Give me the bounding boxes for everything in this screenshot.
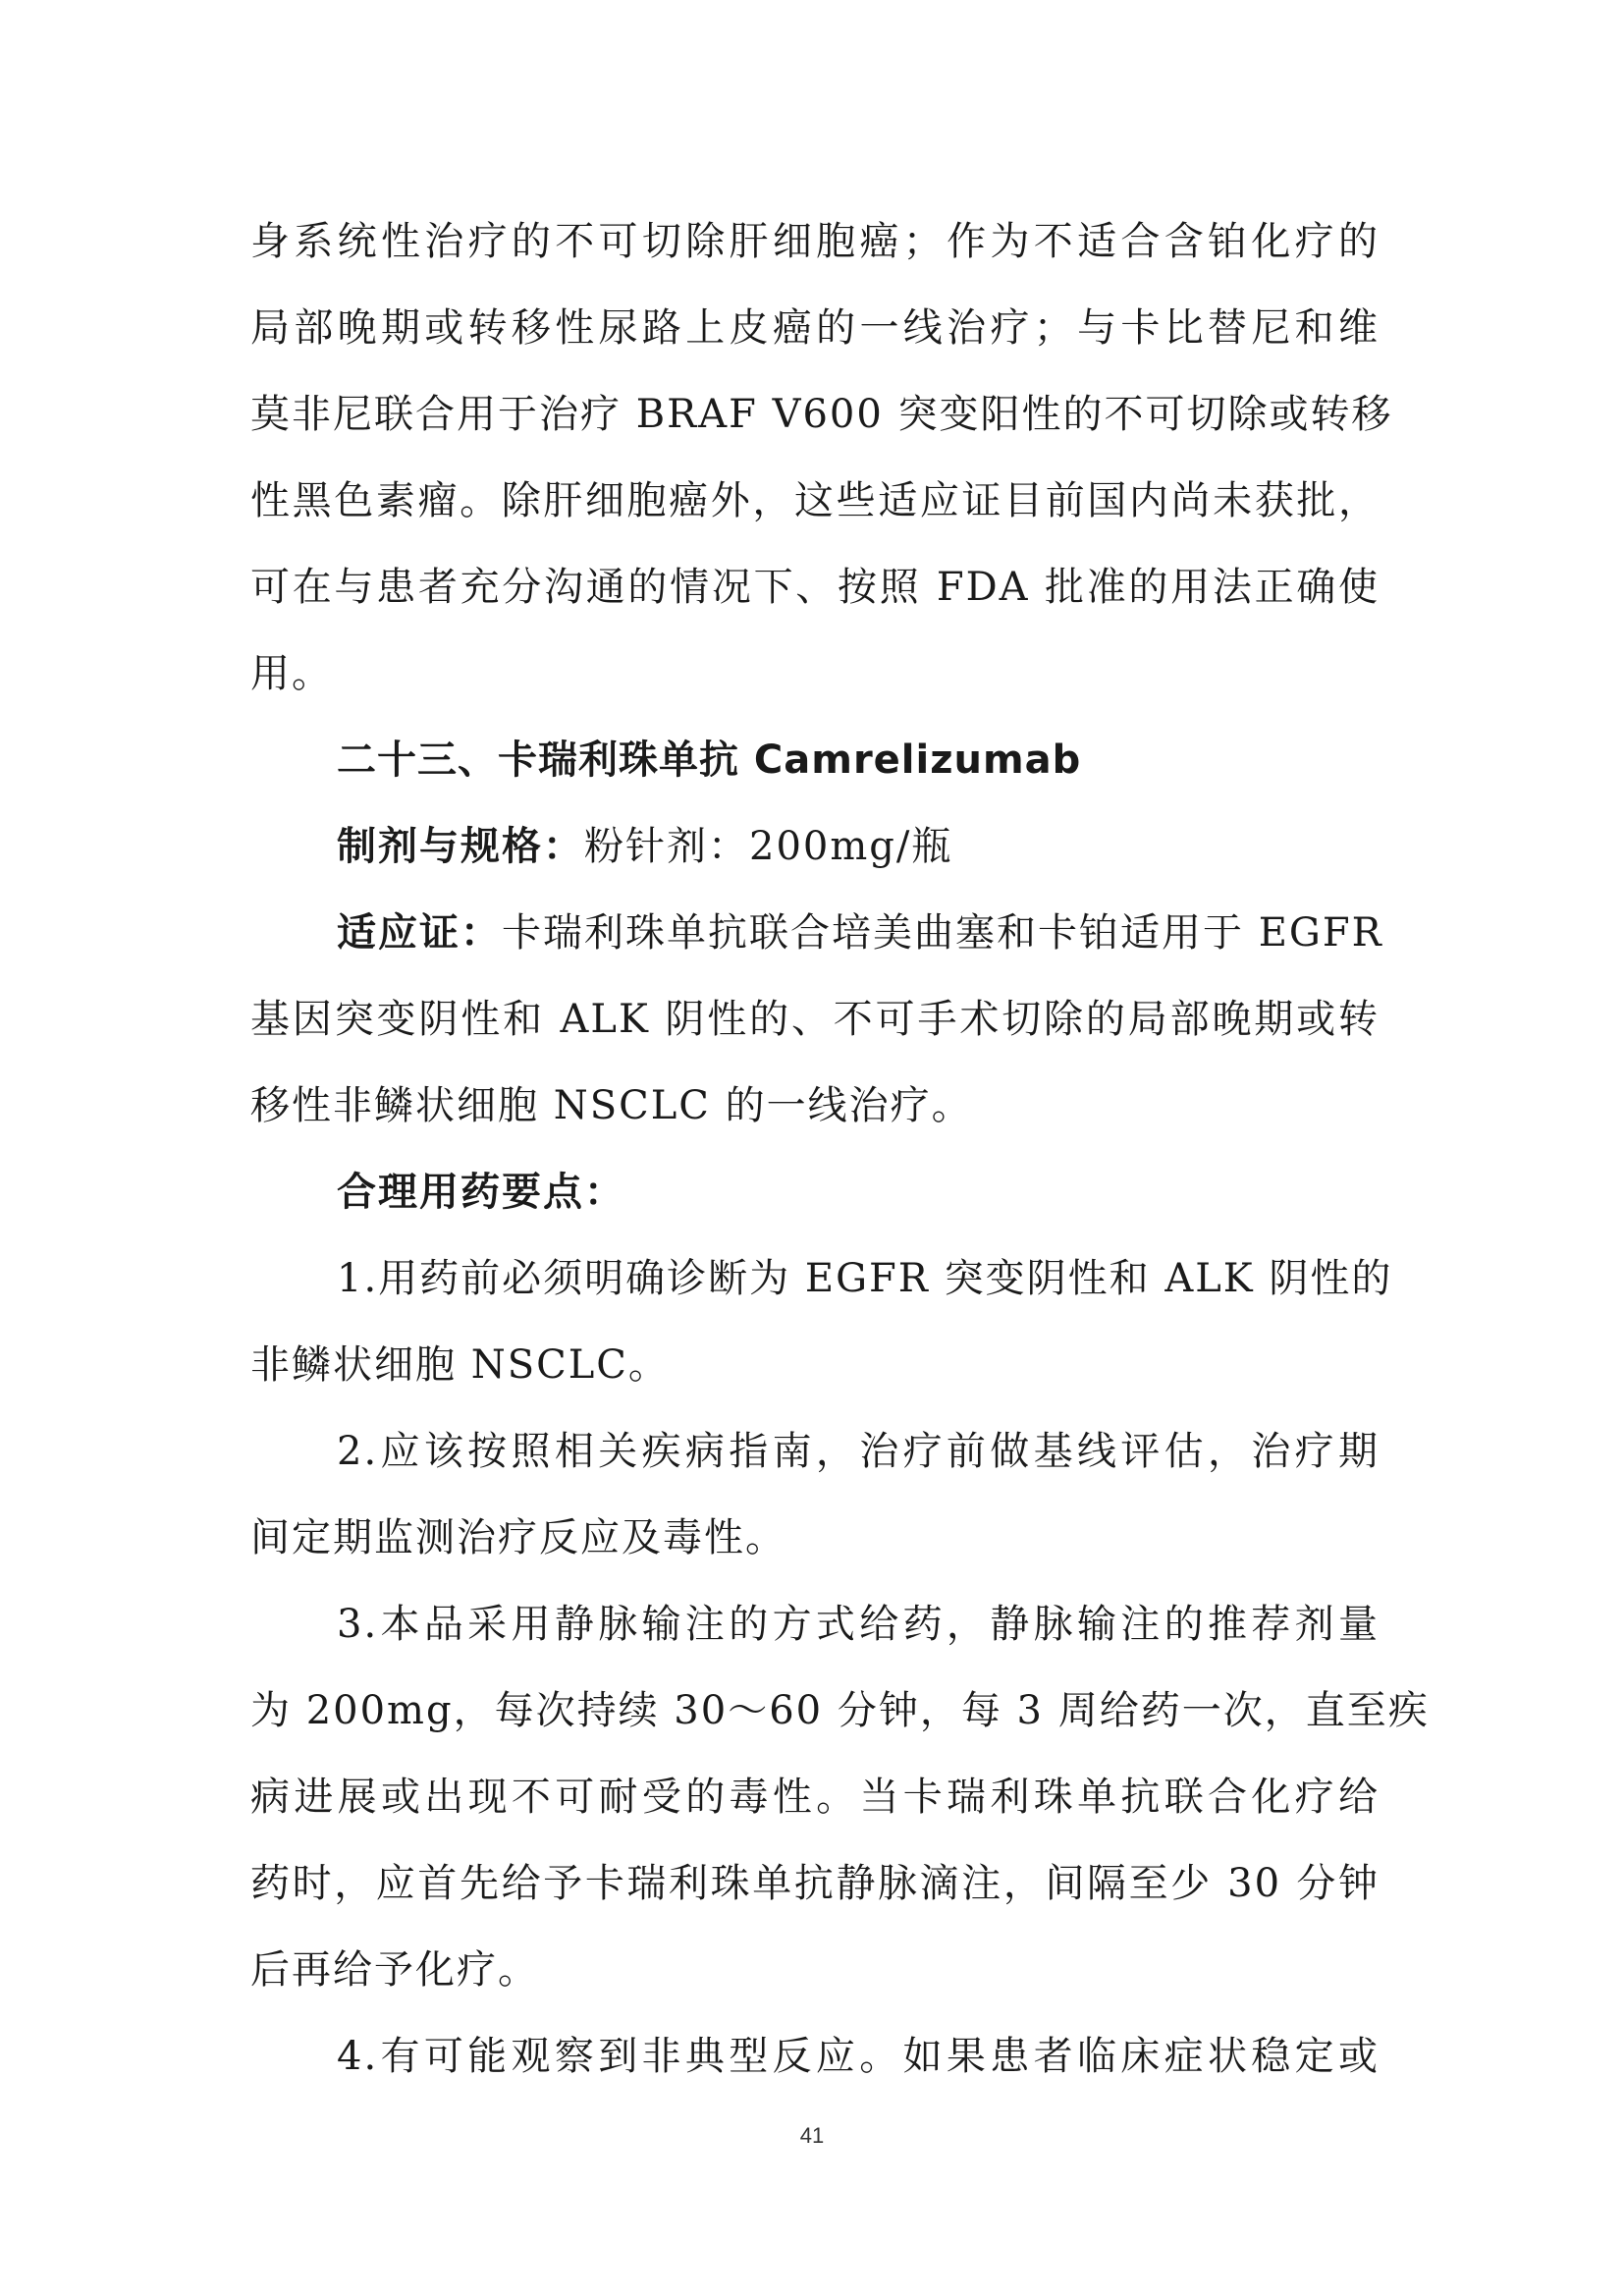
body-text-line: 莫非尼联合用于治疗 BRAF V600 突变阳性的不可切除或转移 xyxy=(250,392,1393,437)
point-3-line: 药时，应首先给予卡瑞利珠单抗静脉滴注，间隔至少 30 分钟 xyxy=(250,1861,1380,1906)
body-text-line: 局部晚期或转移性尿路上皮癌的一线治疗；与卡比替尼和维 xyxy=(250,305,1380,351)
body-text-line: 基因突变阴性和 ALK 阴性的、不可手术切除的局部晚期或转 xyxy=(250,997,1380,1042)
point-3-line: 3.本品采用静脉输注的方式给药，静脉输注的推荐剂量 xyxy=(337,1602,1380,1647)
indication-label: 适应证： xyxy=(337,910,502,956)
page-number: 41 xyxy=(799,2123,825,2148)
body-text-line: 可在与患者充分沟通的情况下、按照 FDA 批准的用法正确使 xyxy=(250,565,1380,610)
point-4-line: 4.有可能观察到非典型反应。如果患者临床症状稳定或 xyxy=(337,2034,1380,2079)
body-text-line: 身系统性治疗的不可切除肝细胞癌；作为不适合含铂化疗的 xyxy=(250,219,1380,264)
point-1-line: 1.用药前必须明确诊断为 EGFR 突变阴性和 ALK 阴性的 xyxy=(337,1256,1393,1301)
indication-line xyxy=(337,909,1383,957)
spec-line xyxy=(337,823,1380,870)
point-2-line: 2.应该按照相关疾病指南，治疗前做基线评估，治疗期 xyxy=(337,1429,1380,1474)
point-3-line: 病进展或出现不可耐受的毒性。当卡瑞利珠单抗联合化疗给 xyxy=(250,1775,1380,1820)
point-3-line: 后再给予化疗。 xyxy=(250,1947,539,1993)
indication-text: 卡瑞利珠单抗联合培美曲塞和卡铂适用于 EGFR xyxy=(502,910,1383,956)
point-3-line: 为 200mg，每次持续 30～60 分钟，每 3 周给药一次，直至疾 xyxy=(250,1688,1430,1733)
body-text-line: 用。 xyxy=(250,651,333,696)
point-2-line: 间定期监测治疗反应及毒性。 xyxy=(250,1515,786,1560)
spec-label: 制剂与规格： xyxy=(337,824,584,869)
body-text-line: 移性非鳞状细胞 NSCLC 的一线治疗。 xyxy=(250,1083,973,1128)
key-points-label: 合理用药要点： xyxy=(337,1170,625,1215)
section-heading: 二十三、卡瑞利珠单抗 Camrelizumab xyxy=(337,738,1082,783)
body-text-line: 性黑色素瘤。除肝细胞癌外，这些适应证目前国内尚未获批， xyxy=(250,478,1380,523)
spec-value: 粉针剂：200mg/瓶 xyxy=(584,824,953,869)
point-1-line: 非鳞状细胞 NSCLC。 xyxy=(250,1342,670,1388)
